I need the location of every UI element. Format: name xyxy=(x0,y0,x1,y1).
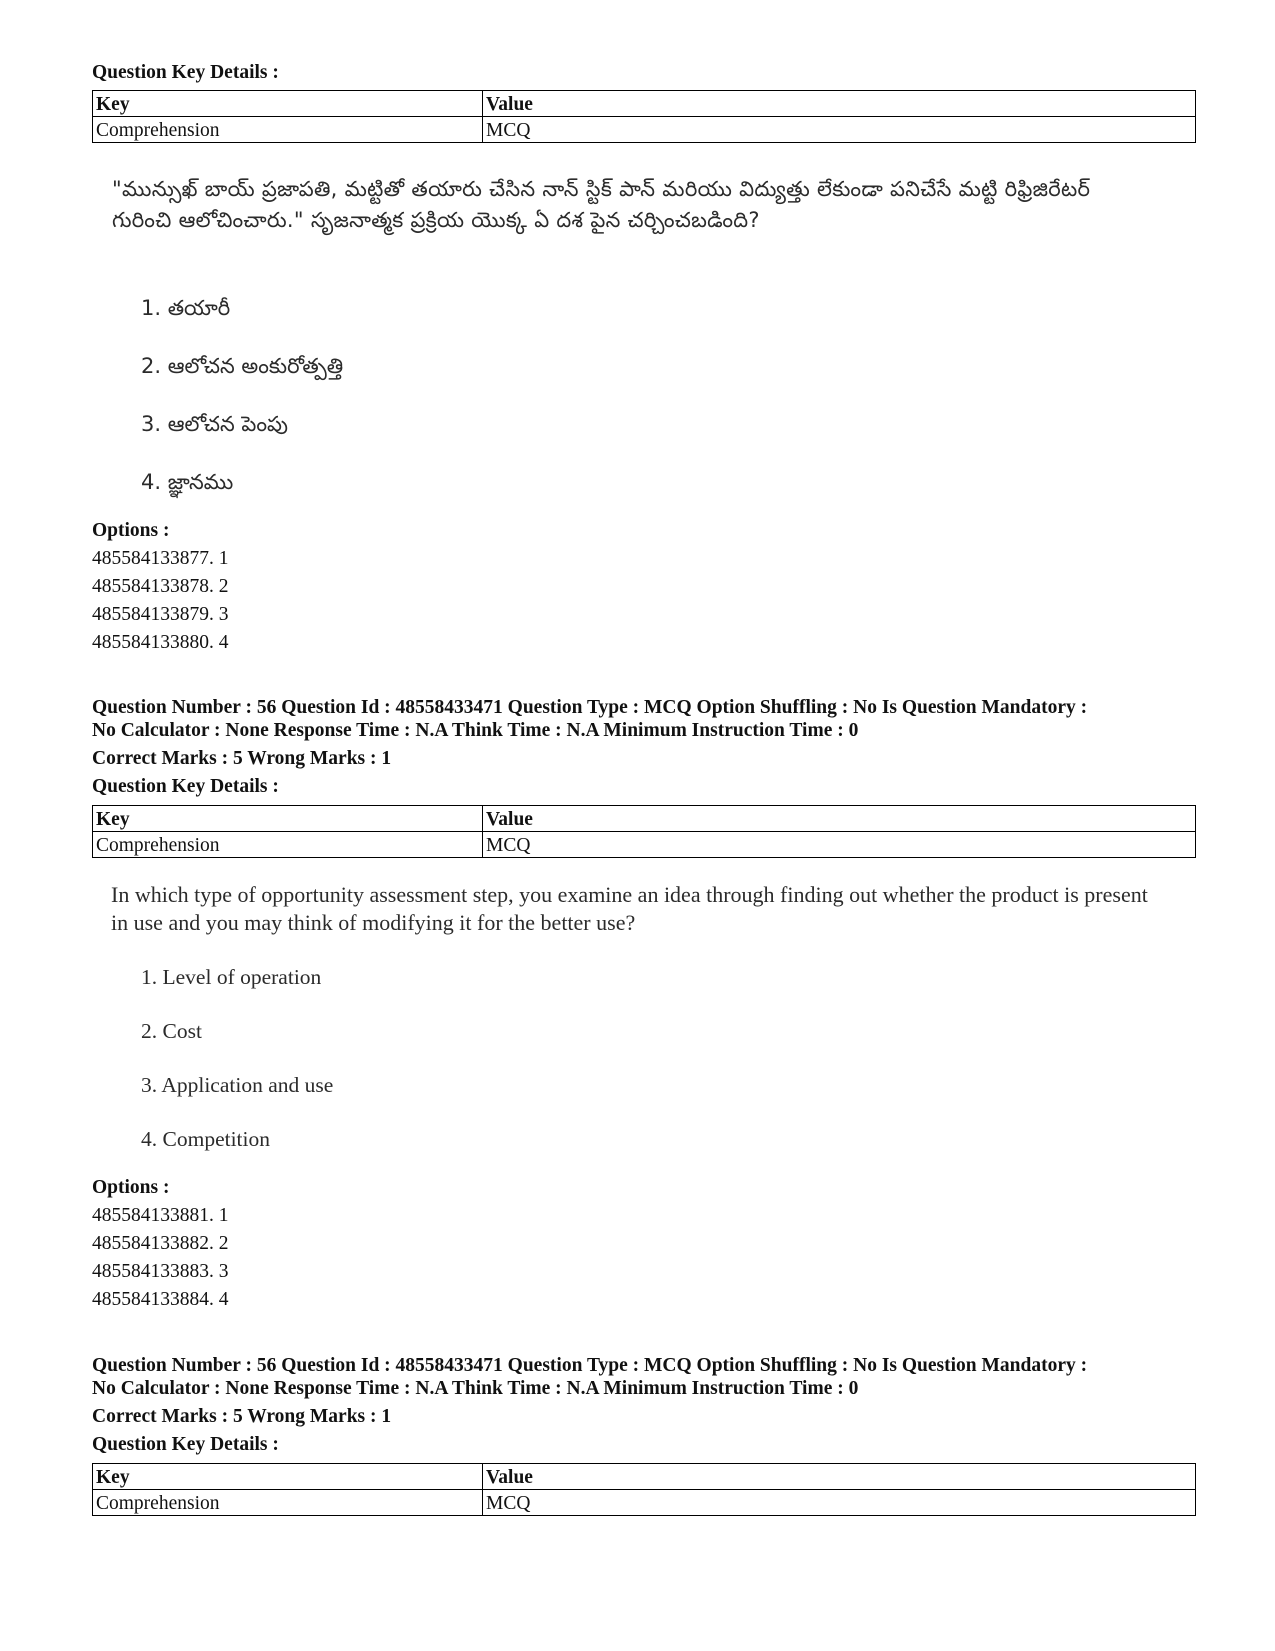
option-item: 485584133881. 1 xyxy=(92,1205,229,1226)
table-header-value: Value xyxy=(483,806,1196,832)
table-cell-value: MCQ xyxy=(483,1490,1196,1516)
table-row xyxy=(93,117,1196,143)
choice-item: 1. తయారీ xyxy=(141,296,231,320)
table-header-row xyxy=(93,806,1196,832)
key-details-label: Question Key Details : xyxy=(92,62,279,83)
choice-item: 2. Cost xyxy=(141,1019,202,1043)
choice-item: 4. Competition xyxy=(141,1127,270,1151)
choice-item: 3. Application and use xyxy=(141,1073,334,1097)
table-header-value: Value xyxy=(483,91,1196,117)
table-header-row xyxy=(93,91,1196,117)
question-text: "మున్సుఖ్ బాయ్ ప్రజాపతి, మట్టితో తయారు చేసిన నాన్ స్టిక్ పాన్ మరియు విద్యుత్తు లేకుండా పనిచేసే మట్టి రిఫ్రిజిరేటర్ గురించి ఆలోచించారు." సృజనాత్మక ప్రక్రియ యొక్క ఏ దశ పైన చర్చించబడింది? xyxy=(112,177,1091,232)
choice-item: 1. Level of operation xyxy=(141,965,322,989)
choice-item: 2. ఆలోచన అంకురోత్పత్తి xyxy=(141,354,344,378)
table-cell-value: MCQ xyxy=(483,832,1196,858)
table-header-key: Key xyxy=(93,1464,483,1490)
table-cell-value: MCQ xyxy=(483,117,1196,143)
table-header-key: Key xyxy=(93,806,483,832)
table-cell-key: Comprehension xyxy=(93,832,483,858)
table-header-row xyxy=(93,1464,1196,1490)
question-header-line1: Question Number : 56 Question Id : 48558433471 Question Type : MCQ Option Shuffling : No Is Question Mandatory : xyxy=(92,697,1088,718)
marks-line: Correct Marks : 5 Wrong Marks : 1 xyxy=(92,748,392,769)
key-details-label: Question Key Details : xyxy=(92,1434,279,1455)
question-header-line2: No Calculator : None Response Time : N.A Think Time : N.A Minimum Instruction Time : 0 xyxy=(92,720,859,741)
choice-item: 3. ఆలోచన పెంపు xyxy=(141,412,288,436)
key-value-table xyxy=(92,90,1196,143)
key-details-label: Question Key Details : xyxy=(92,776,279,797)
options-label: Options : xyxy=(92,520,170,541)
option-item: 485584133883. 3 xyxy=(92,1261,229,1282)
question-header-line1: Question Number : 56 Question Id : 48558433471 Question Type : MCQ Option Shuffling : No Is Question Mandatory : xyxy=(92,1355,1088,1376)
option-item: 485584133880. 4 xyxy=(92,632,229,653)
option-item: 485584133884. 4 xyxy=(92,1289,229,1310)
table-cell-key: Comprehension xyxy=(93,117,483,143)
table-header-key: Key xyxy=(93,91,483,117)
options-label: Options : xyxy=(92,1177,170,1198)
option-item: 485584133878. 2 xyxy=(92,576,229,597)
option-item: 485584133879. 3 xyxy=(92,604,229,625)
table-cell-key: Comprehension xyxy=(93,1490,483,1516)
choice-item: 4. జ్ఞానము xyxy=(141,470,234,494)
option-item: 485584133882. 2 xyxy=(92,1233,229,1254)
table-row xyxy=(93,832,1196,858)
table-header-value: Value xyxy=(483,1464,1196,1490)
key-value-table xyxy=(92,805,1196,858)
question-header-line2: No Calculator : None Response Time : N.A Think Time : N.A Minimum Instruction Time : 0 xyxy=(92,1378,859,1399)
marks-line: Correct Marks : 5 Wrong Marks : 1 xyxy=(92,1406,392,1427)
question-text: In which type of opportunity assessment step, you examine an idea through finding out whether the product is present in use and you may think of modifying it for the better use? xyxy=(111,882,1148,935)
option-item: 485584133877. 1 xyxy=(92,548,229,569)
key-value-table xyxy=(92,1463,1196,1516)
table-row xyxy=(93,1490,1196,1516)
